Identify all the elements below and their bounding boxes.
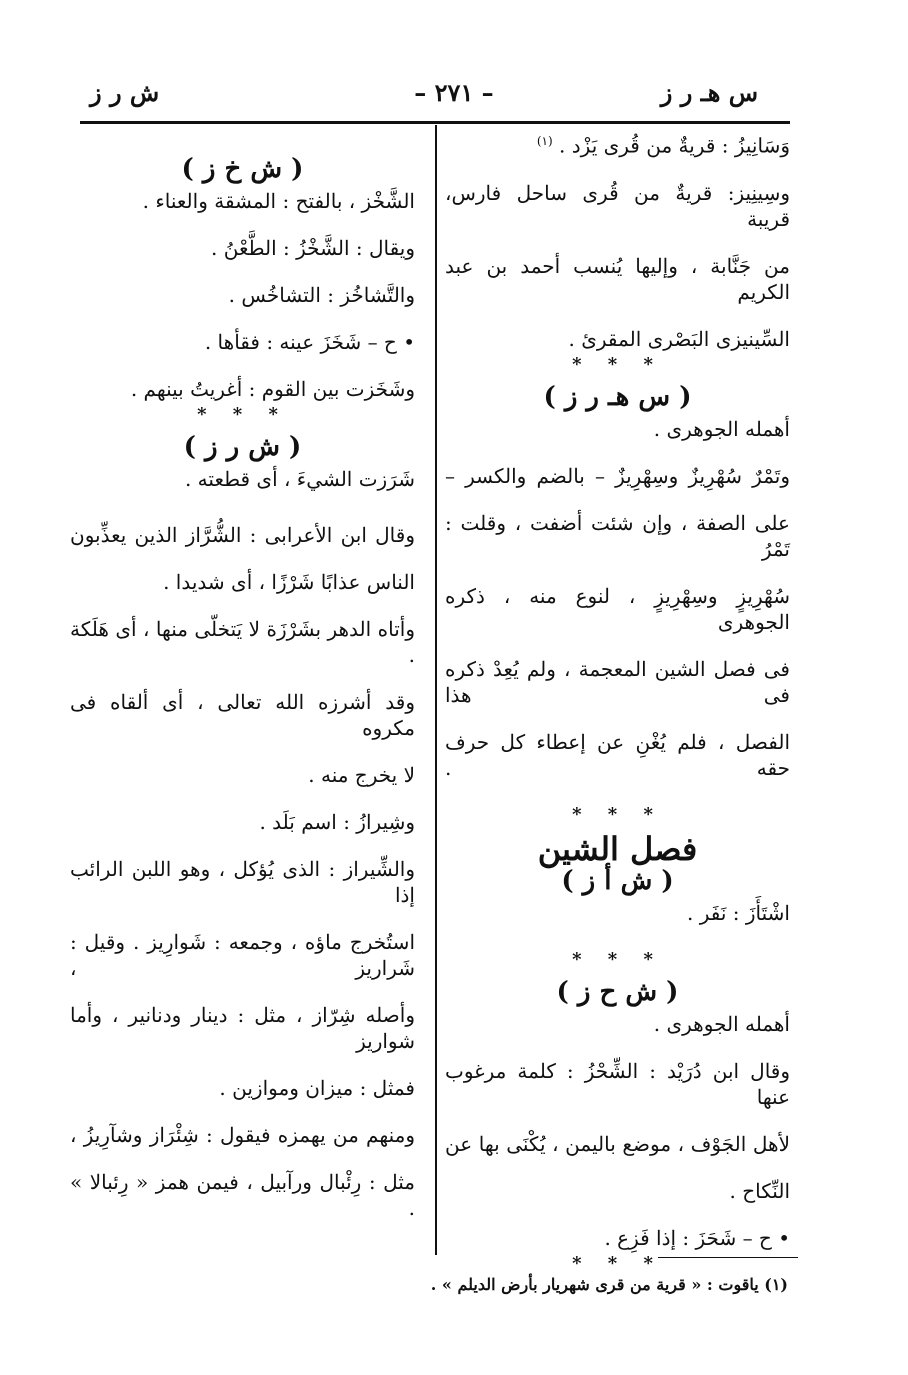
- entry-line: وقال ابن دُرَيْد : الشِّحْزُ : كلمة مرغوب عنها: [445, 1058, 790, 1109]
- separator-stars: * * *: [572, 803, 663, 825]
- root-heading: ( ش ح ز ): [556, 976, 679, 1007]
- entry-line: وسِينِيز: قريةٌ من قُرى ساحل فارس، قريبة: [445, 180, 790, 231]
- entry-line: • ح – شَحَزَ : إذا فَزِع .: [604, 1225, 790, 1250]
- entry-line: فمثل : ميزان وموازين .: [219, 1076, 415, 1100]
- entry-line: استُخرج ماؤه ، وجمعه : شَوارِيز . وقيل : شَراريز ،: [70, 930, 415, 980]
- entry-line: والشِّيراز : الذى يُؤكل ، وهو اللبن الرائب إذا: [70, 857, 415, 907]
- entry-line: اشْتَأَزَ : نَفَر .: [687, 900, 790, 925]
- entry-line: شَرَزت الشيءَ ، أى قطعته .: [184, 467, 415, 491]
- entry-line: وتَمْرٌ سُهْرِيزٌ وسِهْرِيزٌ – بالضم والكسر –: [445, 463, 790, 488]
- entry-line: على الصفة ، وإن شئت أضفت ، وقلت : تَمْرُ: [445, 510, 790, 561]
- entry-line: النِّكاح .: [729, 1178, 790, 1203]
- separator-stars: * * *: [572, 353, 663, 375]
- entry-line: من جَنَّابة ، وإليها يُنسب أحمد بن عبد الكريم: [445, 253, 790, 304]
- entry-line: وقال ابن الأعرابى : الشُّرَّاز الذين يعذِّبون: [70, 523, 415, 547]
- section-title: فصل الشين: [537, 829, 698, 868]
- entry-line: مثل : رِئْبال ورآبيل ، فيمن همز « رِئبالا » .: [70, 1170, 415, 1220]
- footnote-ref[interactable]: (١): [536, 134, 553, 148]
- entry-line: والتَّشاخُز : التشاخُس .: [228, 283, 415, 307]
- entry-line: أهمله الجوهرى .: [653, 416, 790, 441]
- running-head-left: ش ر ز: [90, 78, 160, 107]
- entry-line: السِّينيزى البَصْرى المقرئ .: [568, 326, 790, 351]
- entry-line: ويقال : الشَّخْزُ : الطَّعْنُ .: [211, 236, 415, 260]
- running-head-right: س هـ ر ز: [660, 78, 758, 107]
- entry-line: وقد أشرزه الله تعالى ، أى ألقاه فى مكروه: [70, 690, 415, 740]
- root-heading: ( ش ر ز ): [183, 432, 302, 462]
- separator-stars: * * *: [572, 948, 663, 970]
- entry-line: الناس عذابًا شَرْزًا ، أى شديدا .: [163, 570, 415, 594]
- left-column: [70, 150, 415, 1221]
- right-column: [445, 128, 790, 1277]
- entry-line: • ح – شَخَزَ عينه : فقأها .: [204, 330, 415, 354]
- page-number: – ٢٧١ –: [414, 78, 494, 107]
- entry-line: سُهْرِيزٍ وسِهْرِيزٍ ، لنوع منه ، ذكره الجوهرى: [445, 583, 790, 634]
- entry-line: فى فصل الشين المعجمة ، ولم يُعِدْ ذكره فى هذا: [445, 656, 790, 707]
- column-divider: [435, 125, 437, 1255]
- footnote-rule: [658, 1257, 798, 1258]
- entry-line: لأهل الجَوْف ، موضع باليمن ، يُكْنَى بها عن: [445, 1131, 790, 1156]
- entry-line: ومنهم من يهمزه فيقول : شِئْرَاز وشآرِيزُ ،: [70, 1123, 415, 1147]
- entry-line: الفصل ، فلم يُغْنِ عن إعطاء كل حرف حقه .: [445, 729, 790, 780]
- entry-line: وَسَانِيزُ : قريةٌ من قُرى يَزْد . $^{(١)}$: [536, 133, 790, 158]
- entry-line: وشَخَزت بين القوم : أغريتُ بينهم .: [130, 377, 415, 401]
- footnote: (١) ياقوت : « قرية من قرى شهريار بأرض الديلم » .: [430, 1275, 788, 1294]
- root-heading: ( ش أ ز ): [561, 865, 674, 896]
- entry-line: وأصله شِرّاز ، مثل : دينار ودنانير ، وأما شواريز: [70, 1003, 415, 1053]
- separator-stars: * * *: [572, 1252, 663, 1274]
- entry-line: وشِيرازُ : اسم بَلَد .: [259, 810, 415, 834]
- entry-line: لا يخرج منه .: [308, 763, 415, 787]
- root-heading: ( س هـ ر ز ): [543, 381, 692, 412]
- entry-line: الشَّخْز ، بالفتح : المشقة والعناء .: [142, 189, 415, 213]
- root-heading: ( ش خ ز ): [181, 154, 304, 184]
- separator-stars: * * *: [197, 404, 288, 425]
- entry-line: وأتاه الدهر بشَرْزَة لا يَتخلّى منها ، أى هَلَكة .: [70, 617, 415, 667]
- entry-line: أهمله الجوهرى .: [653, 1011, 790, 1036]
- header-rule: [80, 121, 790, 124]
